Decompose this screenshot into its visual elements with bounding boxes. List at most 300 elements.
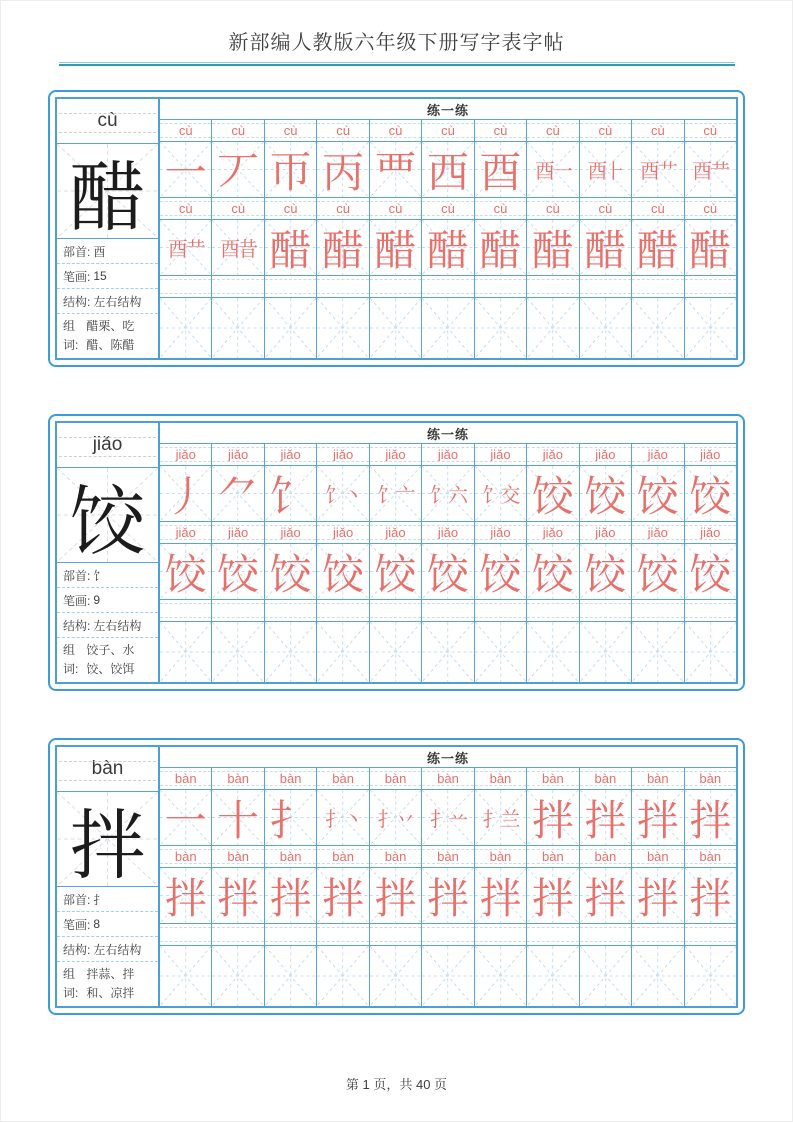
practice-char-cell bbox=[422, 868, 474, 923]
guide-line bbox=[422, 525, 473, 526]
practice-char-cell bbox=[475, 220, 527, 275]
practice-char-cell bbox=[527, 466, 579, 521]
practice-char-cell bbox=[580, 622, 632, 682]
pinyin-label-cell bbox=[580, 276, 632, 297]
pinyin-label-cell bbox=[422, 198, 474, 219]
guide-line bbox=[422, 603, 473, 604]
practice-character: 饺 bbox=[689, 474, 732, 521]
practice-character: 饺 bbox=[636, 474, 679, 521]
practice-character bbox=[527, 298, 578, 358]
practice-character bbox=[475, 622, 526, 682]
guide-line bbox=[475, 447, 526, 448]
pinyin-label-cell bbox=[370, 768, 422, 789]
pinyin-label-row bbox=[160, 522, 736, 544]
pinyin-label-cell bbox=[475, 846, 527, 867]
guide-line bbox=[527, 279, 578, 280]
pinyin-label: bàn bbox=[227, 771, 250, 786]
pinyin-label: jiǎo bbox=[647, 447, 668, 462]
guide-line bbox=[212, 215, 263, 216]
guide-line bbox=[160, 539, 211, 540]
main-character: 醋 bbox=[69, 156, 146, 241]
practice-character bbox=[632, 946, 683, 1006]
guide-line bbox=[527, 461, 578, 462]
practice-character: 饺 bbox=[584, 552, 627, 599]
practice-character bbox=[580, 622, 631, 682]
guide-line bbox=[580, 293, 631, 294]
practice-char-cell bbox=[632, 868, 684, 923]
guide-line bbox=[265, 447, 316, 448]
pinyin-label-cell bbox=[685, 768, 736, 789]
pinyin-label: bàn bbox=[646, 849, 669, 864]
practice-character: 饺 bbox=[374, 552, 417, 599]
pinyin-label: bàn bbox=[332, 849, 354, 864]
practice-char-cell bbox=[160, 466, 212, 521]
practice-character: 酉 bbox=[479, 150, 522, 197]
pinyin-label: bàn bbox=[279, 849, 302, 864]
practice-char-cell bbox=[370, 622, 422, 682]
practice-char-cell bbox=[265, 220, 317, 275]
guide-line bbox=[685, 447, 736, 448]
practice-character bbox=[527, 622, 578, 682]
strokes-value: 8 bbox=[93, 917, 101, 931]
pinyin-label-cell bbox=[265, 768, 317, 789]
pinyin-label-cell bbox=[685, 522, 736, 543]
guide-line bbox=[632, 123, 683, 124]
pinyin-label-cell bbox=[475, 600, 527, 621]
guide-line bbox=[475, 785, 526, 786]
guide-line bbox=[160, 137, 211, 138]
guide-line bbox=[475, 461, 526, 462]
guide-line bbox=[160, 123, 211, 124]
words-label: 组词: bbox=[63, 643, 79, 676]
practice-char-row bbox=[160, 790, 736, 846]
practice-char-cell bbox=[212, 868, 264, 923]
guide-line bbox=[160, 771, 211, 772]
guide-line bbox=[265, 525, 316, 526]
pinyin-label: cù bbox=[178, 123, 193, 138]
pinyin-label: jiǎo bbox=[542, 447, 564, 462]
practice-character: 醋 bbox=[374, 228, 417, 275]
practice-character: 丙 bbox=[322, 150, 365, 197]
guide-line bbox=[422, 201, 473, 202]
guide-line bbox=[317, 123, 368, 124]
pinyin-label-cell bbox=[527, 600, 579, 621]
guide-line bbox=[160, 603, 211, 604]
pinyin-label: cù bbox=[493, 201, 508, 216]
strokes-value: 9 bbox=[93, 593, 101, 607]
practice-character bbox=[685, 298, 736, 358]
practice-char-cell bbox=[265, 790, 317, 845]
guide-line bbox=[59, 780, 156, 781]
guide-line bbox=[265, 293, 316, 294]
guide-line bbox=[265, 785, 316, 786]
practice-character: 饺 bbox=[689, 552, 732, 599]
practice-character: 醋 bbox=[689, 228, 732, 275]
pinyin-label-cell bbox=[685, 198, 736, 219]
pinyin-label-cell bbox=[422, 444, 474, 465]
pinyin-label: cù bbox=[546, 201, 560, 216]
practice-char-cell bbox=[317, 466, 369, 521]
guide-line bbox=[632, 771, 683, 772]
pinyin-label: cù bbox=[231, 123, 246, 138]
guide-line bbox=[212, 603, 263, 604]
pinyin-label: cù bbox=[231, 201, 246, 216]
pinyin-label-cell bbox=[265, 198, 317, 219]
words-value: 醋栗、吃醋、陈醋 bbox=[86, 319, 135, 352]
guide-line bbox=[475, 123, 526, 124]
guide-line bbox=[160, 201, 211, 202]
guide-line bbox=[580, 123, 631, 124]
character-info-column bbox=[57, 99, 160, 358]
practice-char-cell bbox=[580, 790, 632, 845]
practice-char-cell bbox=[317, 298, 369, 358]
guide-line bbox=[370, 785, 421, 786]
structure-label: 结构: bbox=[63, 618, 91, 633]
guide-line bbox=[580, 927, 631, 928]
guide-line bbox=[475, 927, 526, 928]
pinyin-label: jiǎo bbox=[647, 525, 668, 540]
guide-line bbox=[580, 215, 631, 216]
guide-line bbox=[527, 863, 578, 864]
practice-header: 练一练 bbox=[160, 747, 736, 768]
pinyin-label-cell bbox=[580, 600, 632, 621]
practice-char-cell bbox=[580, 466, 632, 521]
guide-line bbox=[685, 941, 736, 942]
practice-char-cell bbox=[317, 544, 369, 599]
guide-line bbox=[527, 617, 578, 618]
practice-character bbox=[212, 622, 263, 682]
practice-grid bbox=[160, 423, 736, 682]
guide-line bbox=[212, 525, 263, 526]
guide-line bbox=[317, 279, 368, 280]
main-character-cell bbox=[57, 144, 158, 239]
pinyin-label-cell bbox=[265, 846, 317, 867]
practice-character: 饺 bbox=[322, 552, 365, 599]
pinyin-label: cù bbox=[388, 201, 403, 216]
guide-line bbox=[632, 525, 683, 526]
guide-line bbox=[422, 941, 473, 942]
practice-char-cell bbox=[685, 790, 736, 845]
radical-value: 饣 bbox=[93, 568, 106, 583]
guide-line bbox=[475, 293, 526, 294]
guide-line bbox=[265, 123, 316, 124]
pinyin-label-cell bbox=[632, 276, 684, 297]
practice-char-cell bbox=[160, 142, 212, 197]
practice-character: 饣交 bbox=[482, 485, 519, 507]
radical-value: 酉 bbox=[93, 244, 106, 259]
pinyin-label-cell bbox=[317, 198, 369, 219]
guide-line bbox=[475, 849, 526, 850]
pinyin-label-cell bbox=[160, 522, 212, 543]
guide-line bbox=[685, 279, 736, 280]
pinyin-label: cù bbox=[336, 123, 350, 138]
pinyin-label-cell bbox=[475, 924, 527, 945]
pinyin-label-cell bbox=[212, 600, 264, 621]
practice-char-cell bbox=[160, 544, 212, 599]
guide-line bbox=[212, 293, 263, 294]
practice-char-cell bbox=[317, 622, 369, 682]
practice-char-cell bbox=[632, 622, 684, 682]
practice-character: 饺 bbox=[531, 552, 574, 599]
pinyin-label-cell bbox=[632, 924, 684, 945]
practice-character: 帀 bbox=[269, 150, 312, 197]
pinyin-label: bàn bbox=[489, 849, 512, 864]
practice-character: 酉⺊ bbox=[587, 161, 624, 183]
guide-line bbox=[527, 525, 578, 526]
pinyin-label-cell bbox=[422, 924, 474, 945]
practice-character: 饺 bbox=[531, 474, 574, 521]
guide-line bbox=[265, 461, 316, 462]
guide-line bbox=[212, 771, 263, 772]
guide-line bbox=[632, 461, 683, 462]
guide-line bbox=[475, 201, 526, 202]
pinyin-label-cell bbox=[475, 444, 527, 465]
practice-character bbox=[265, 946, 316, 1006]
practice-character bbox=[317, 946, 368, 1006]
title-divider bbox=[59, 62, 735, 66]
pinyin-label-row bbox=[160, 924, 736, 946]
guide-line bbox=[317, 201, 368, 202]
practice-character bbox=[160, 622, 211, 682]
practice-character: 醋 bbox=[269, 228, 312, 275]
practice-character bbox=[527, 946, 578, 1006]
practice-char-row bbox=[160, 298, 736, 358]
pinyin-label: jiǎo bbox=[332, 525, 354, 540]
pinyin-label: bàn bbox=[279, 771, 302, 786]
pinyin-label-row bbox=[160, 768, 736, 790]
practice-char-cell bbox=[580, 142, 632, 197]
radical-label: 部首: bbox=[63, 568, 91, 583]
practice-char-cell bbox=[317, 790, 369, 845]
guide-line bbox=[580, 785, 631, 786]
practice-character: 醋 bbox=[584, 228, 627, 275]
practice-character bbox=[475, 946, 526, 1006]
practice-char-cell bbox=[475, 946, 527, 1006]
pinyin-label-cell bbox=[212, 768, 264, 789]
guide-line bbox=[59, 761, 156, 762]
guide-line bbox=[475, 137, 526, 138]
guide-line bbox=[632, 617, 683, 618]
practice-character: 饺 bbox=[426, 552, 469, 599]
guide-line bbox=[212, 447, 263, 448]
practice-char-cell bbox=[475, 544, 527, 599]
practice-character: 拌 bbox=[689, 876, 732, 923]
guide-line bbox=[527, 447, 578, 448]
pinyin-label-cell bbox=[370, 444, 422, 465]
guide-line bbox=[370, 863, 421, 864]
pinyin-label-cell bbox=[160, 924, 212, 945]
pinyin-label-cell bbox=[632, 768, 684, 789]
guide-line bbox=[422, 849, 473, 850]
practice-character bbox=[370, 622, 421, 682]
guide-line bbox=[370, 849, 421, 850]
practice-character bbox=[370, 946, 421, 1006]
pinyin-label-cell bbox=[632, 120, 684, 141]
guide-line bbox=[265, 137, 316, 138]
pinyin-label-cell bbox=[422, 768, 474, 789]
guide-line bbox=[632, 941, 683, 942]
guide-line bbox=[265, 201, 316, 202]
guide-line bbox=[160, 617, 211, 618]
practice-char-cell bbox=[632, 466, 684, 521]
guide-line bbox=[527, 603, 578, 604]
guide-line bbox=[265, 603, 316, 604]
guide-line bbox=[475, 279, 526, 280]
pinyin-label-cell bbox=[370, 846, 422, 867]
pinyin-label-row bbox=[160, 120, 736, 142]
guide-line bbox=[580, 279, 631, 280]
practice-char-cell bbox=[475, 868, 527, 923]
guide-line bbox=[370, 279, 421, 280]
practice-character: 拌 bbox=[689, 798, 732, 845]
pinyin-label-cell bbox=[160, 846, 212, 867]
guide-line bbox=[422, 617, 473, 618]
practice-block-cu bbox=[48, 90, 745, 367]
pinyin-label: bàn bbox=[646, 771, 669, 786]
pinyin-label-cell bbox=[632, 198, 684, 219]
practice-block-ban bbox=[48, 738, 745, 1015]
pinyin-label-cell bbox=[527, 522, 579, 543]
pinyin-label-cell bbox=[527, 276, 579, 297]
strokes-row bbox=[57, 588, 158, 613]
pinyin-label: bàn bbox=[384, 771, 407, 786]
pinyin-label-cell bbox=[265, 600, 317, 621]
pinyin-label: cù bbox=[388, 123, 403, 138]
guide-line bbox=[212, 941, 263, 942]
practice-char-cell bbox=[370, 142, 422, 197]
guide-line bbox=[422, 279, 473, 280]
pinyin-label-cell bbox=[527, 846, 579, 867]
practice-character: 扌丷 bbox=[377, 809, 414, 831]
guide-line bbox=[422, 447, 473, 448]
pinyin-label-cell bbox=[160, 444, 212, 465]
practice-character: 扌 bbox=[269, 798, 312, 845]
practice-char-cell bbox=[527, 142, 579, 197]
practice-character: 饺 bbox=[269, 552, 312, 599]
words-value: 饺子、水饺、饺饵 bbox=[86, 643, 135, 676]
pinyin-label-cell bbox=[370, 198, 422, 219]
guide-line bbox=[632, 849, 683, 850]
guide-line bbox=[632, 215, 683, 216]
guide-line bbox=[527, 927, 578, 928]
practice-character: 醋 bbox=[636, 228, 679, 275]
words-label: 组词: bbox=[63, 319, 79, 352]
pinyin-label-cell bbox=[527, 924, 579, 945]
pinyin-label: cù bbox=[546, 123, 560, 138]
pinyin-label-cell bbox=[370, 600, 422, 621]
structure-value: 左右结构 bbox=[93, 618, 142, 633]
guide-line bbox=[370, 603, 421, 604]
practice-character: 拌 bbox=[426, 876, 469, 923]
practice-character: 一 bbox=[164, 798, 207, 845]
practice-char-cell bbox=[370, 868, 422, 923]
guide-line bbox=[580, 941, 631, 942]
guide-line bbox=[160, 461, 211, 462]
practice-character: 饣丶 bbox=[325, 485, 362, 507]
pinyin-label-cell bbox=[422, 120, 474, 141]
pinyin-label-cell bbox=[317, 924, 369, 945]
practice-character bbox=[212, 298, 263, 358]
strokes-value: 15 bbox=[93, 269, 107, 283]
pinyin-label-cell bbox=[317, 120, 369, 141]
pinyin-label-cell bbox=[212, 198, 264, 219]
guide-line bbox=[422, 123, 473, 124]
main-character: 拌 bbox=[69, 804, 146, 889]
guide-line bbox=[212, 123, 263, 124]
pinyin-label-cell bbox=[422, 276, 474, 297]
guide-line bbox=[632, 201, 683, 202]
guide-line bbox=[317, 539, 368, 540]
guide-line bbox=[265, 927, 316, 928]
practice-char-cell bbox=[160, 622, 212, 682]
pinyin-label-cell bbox=[422, 522, 474, 543]
pinyin-label-row bbox=[160, 600, 736, 622]
guide-line bbox=[685, 215, 736, 216]
practice-character: 饺 bbox=[164, 552, 207, 599]
guide-line bbox=[422, 539, 473, 540]
practice-char-cell bbox=[160, 298, 212, 358]
practice-char-cell bbox=[527, 220, 579, 275]
practice-char-cell bbox=[422, 790, 474, 845]
pinyin-label-cell bbox=[685, 120, 736, 141]
practice-character: 饣六 bbox=[429, 485, 466, 507]
strokes-label: 笔画: bbox=[63, 269, 91, 284]
practice-char-cell bbox=[212, 790, 264, 845]
practice-character: 饣 bbox=[269, 474, 312, 521]
practice-char-row bbox=[160, 946, 736, 1006]
guide-line bbox=[370, 539, 421, 540]
structure-value: 左右结构 bbox=[93, 942, 142, 957]
practice-char-cell bbox=[527, 544, 579, 599]
pinyin-label: jiǎo bbox=[700, 447, 721, 462]
guide-line bbox=[160, 447, 211, 448]
pinyin-label: bàn bbox=[489, 771, 512, 786]
pinyin-label-cell bbox=[475, 768, 527, 789]
guide-line bbox=[265, 215, 316, 216]
pinyin-label: bàn bbox=[699, 849, 722, 864]
practice-char-cell bbox=[685, 544, 736, 599]
guide-line bbox=[632, 863, 683, 864]
character-info-column bbox=[57, 747, 160, 1006]
pinyin-label-cell bbox=[370, 276, 422, 297]
pinyin-text: bàn bbox=[91, 758, 124, 779]
main-character: 饺 bbox=[69, 480, 146, 565]
practice-char-cell bbox=[685, 946, 736, 1006]
practice-char-cell bbox=[580, 220, 632, 275]
guide-line bbox=[527, 849, 578, 850]
guide-line bbox=[685, 603, 736, 604]
pinyin-label: bàn bbox=[384, 849, 407, 864]
practice-character bbox=[685, 946, 736, 1006]
words-row bbox=[57, 638, 158, 682]
pinyin-label-cell bbox=[160, 120, 212, 141]
guide-line bbox=[59, 113, 156, 114]
practice-char-cell bbox=[422, 466, 474, 521]
practice-char-cell bbox=[685, 466, 736, 521]
pinyin-label: bàn bbox=[594, 771, 617, 786]
practice-char-cell bbox=[527, 790, 579, 845]
guide-line bbox=[632, 447, 683, 448]
practice-char-cell bbox=[475, 466, 527, 521]
pinyin-label-cell bbox=[212, 276, 264, 297]
pinyin-label-cell bbox=[370, 522, 422, 543]
practice-char-cell bbox=[265, 868, 317, 923]
guide-line bbox=[527, 201, 578, 202]
guide-line bbox=[580, 539, 631, 540]
guide-line bbox=[160, 525, 211, 526]
pinyin-label-cell bbox=[685, 600, 736, 621]
practice-character bbox=[632, 298, 683, 358]
